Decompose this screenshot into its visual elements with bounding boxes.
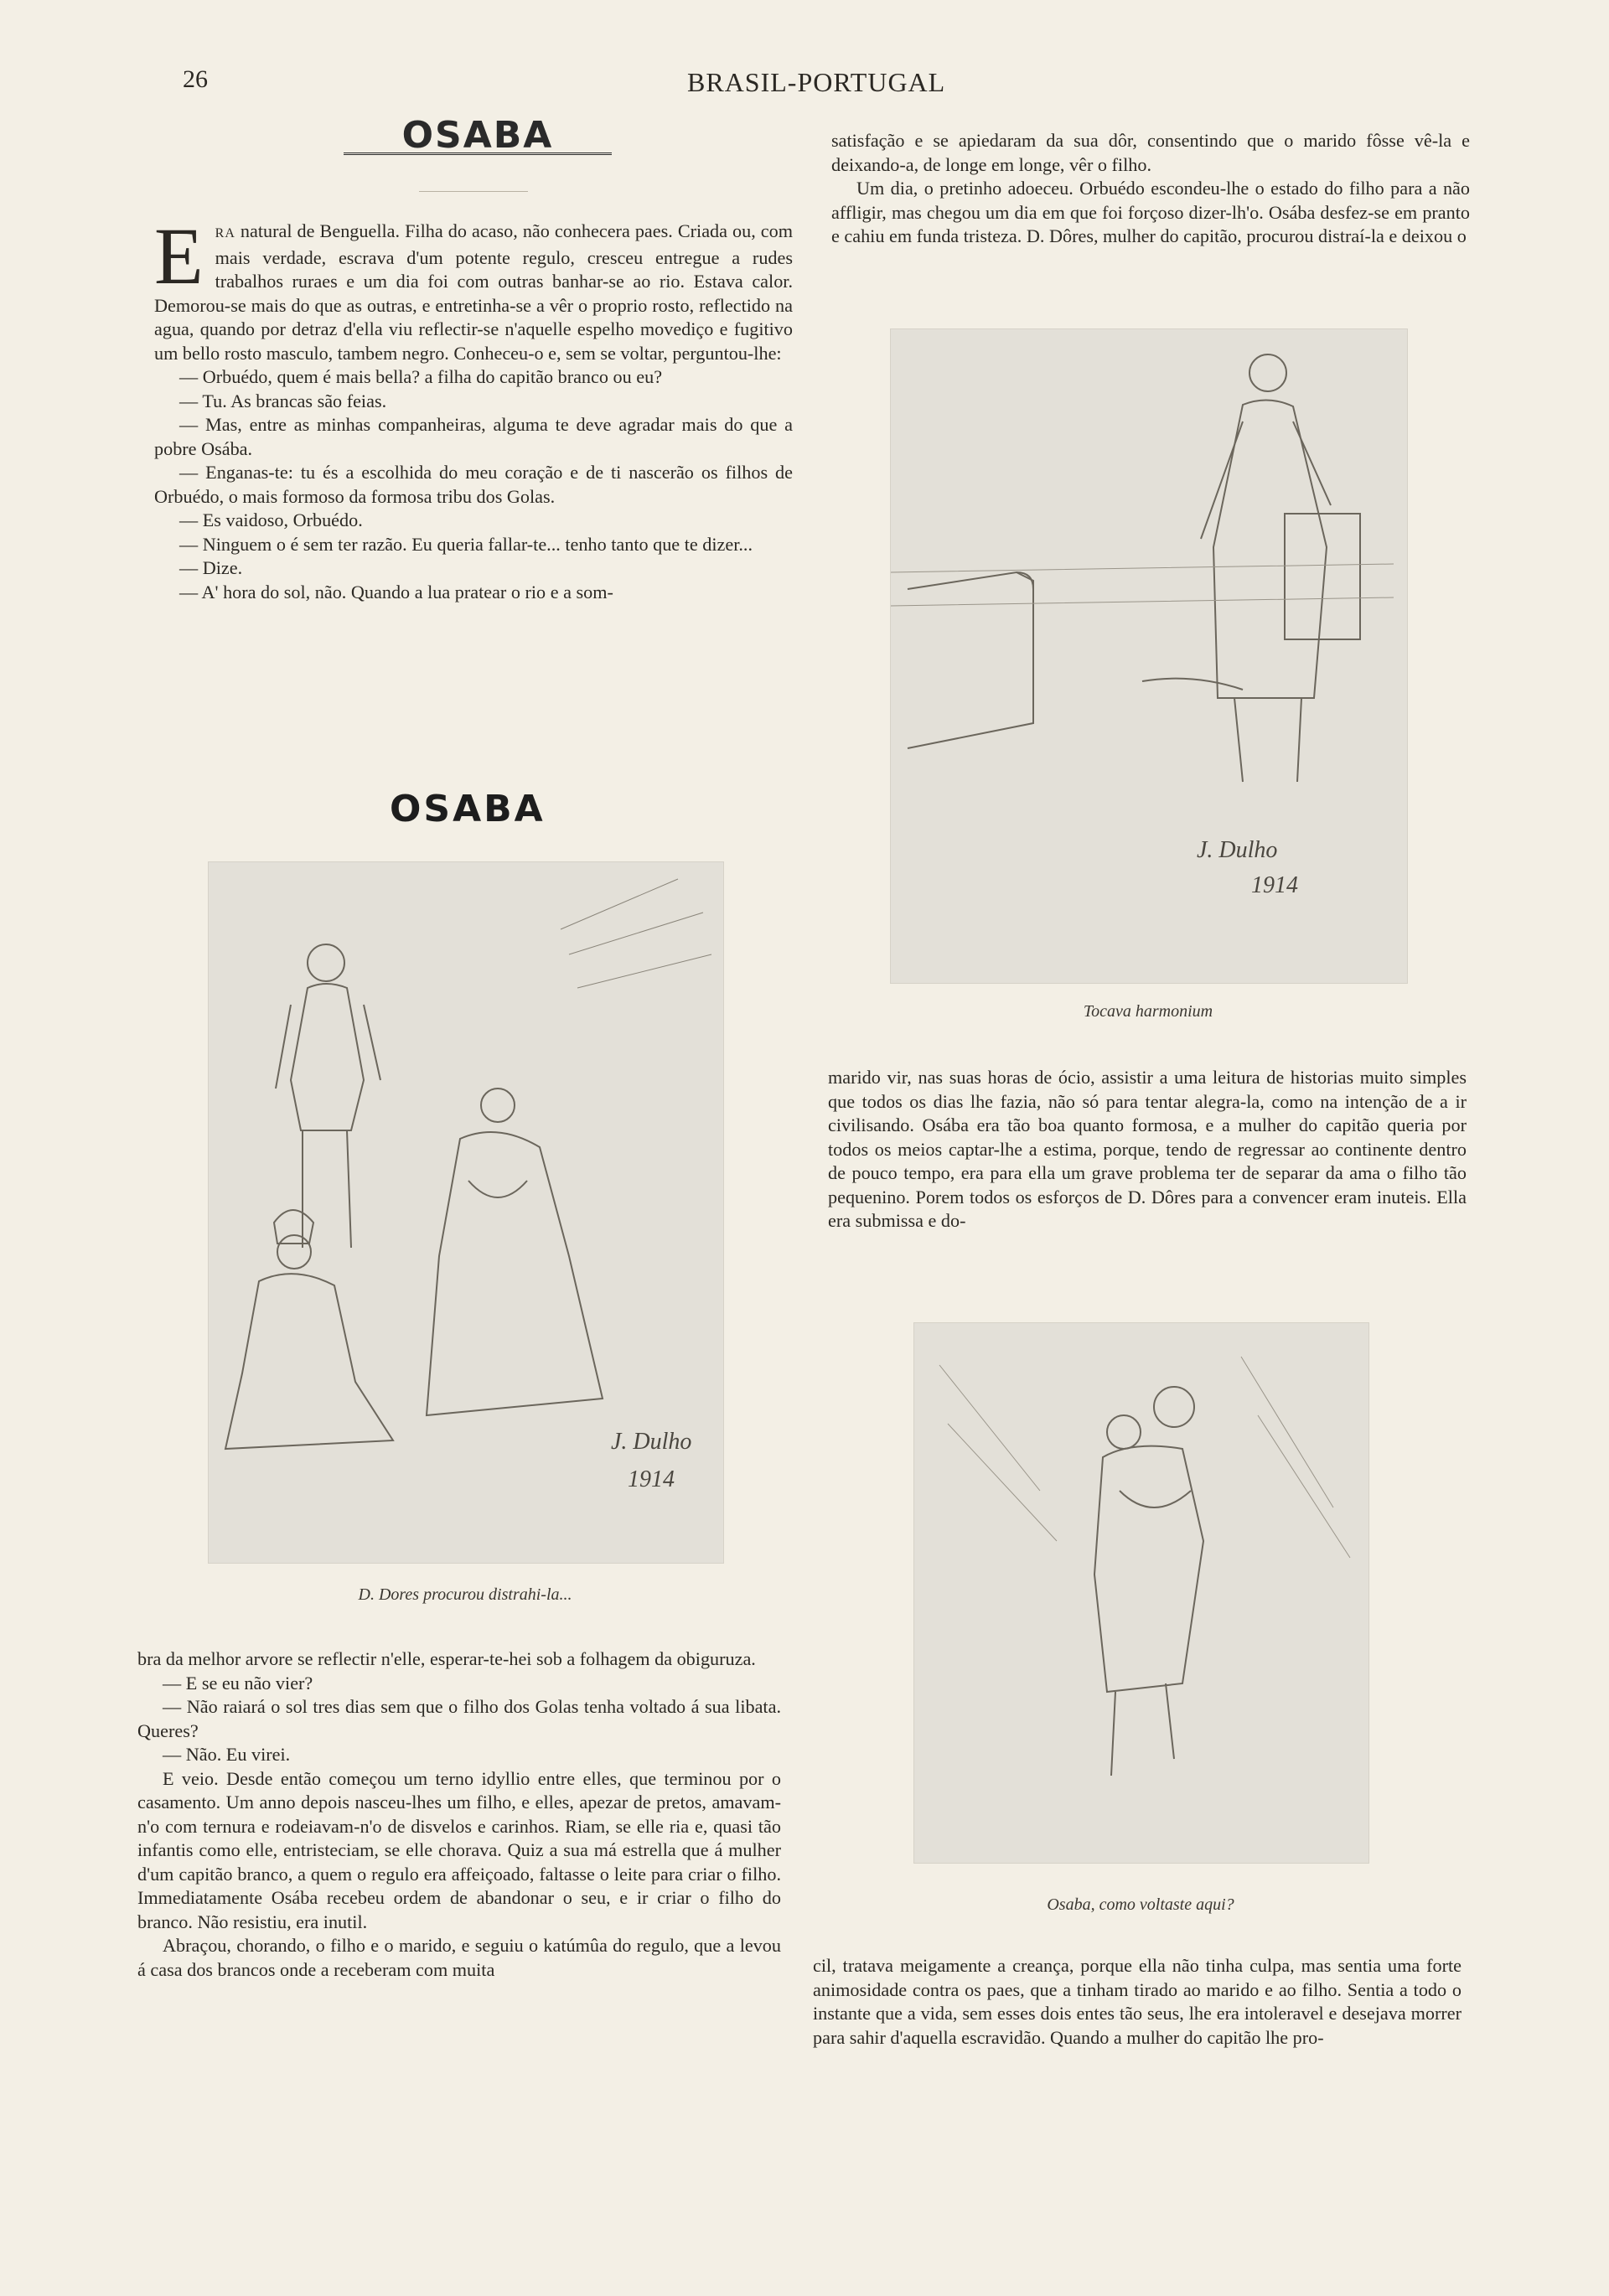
paragraph: E veio. Desde então começou um terno idyllio entre elles, que terminou por o casamento. Um anno depois nasceu-lhes um filho, e elles, apezar de pretos, amavam-n'o com ternura e rodeiavam-n'o de disvelos e carinhos. Riam, se elle ria e, quasi tão infantis como elle, entristeciam, se elle chorava. Quiz a sua má estrella que á mulher d'um capitão branco, a quem o regulo era affeiçoado, faltasse o leite para criar o filho. Immediatamente Osába recebeu ordem de abandonar o seu, e ir criar o filho do branco. Não resistiu, era inutil.	[137, 1767, 781, 1932]
dialogue-line: — Não. Eu virei.	[163, 1744, 291, 1765]
drop-cap: E	[154, 211, 204, 301]
dialogue-line: — E se eu não vier?	[163, 1672, 313, 1694]
right-column-bottom	[813, 1954, 1462, 2050]
figure-caption: Tocava harmonium	[1083, 1002, 1213, 1021]
illustration-three-figures	[208, 861, 724, 1564]
illustration-harmonium	[890, 328, 1408, 984]
sketch-drawing	[891, 329, 1407, 983]
paragraph: bra da melhor arvore se reflectir n'elle, esperar-te-hei sob a folhagem da obiguruza.	[137, 1648, 756, 1669]
dialogue-line: — Ninguem o é sem ter razão. Eu queria fallar-te... tenho tanto que te dizer...	[179, 533, 753, 555]
left-column-bottom	[137, 1647, 781, 1982]
dialogue-line: — Es vaidoso, Orbuédo.	[179, 509, 363, 530]
artist-year: 1914	[1251, 872, 1298, 898]
paragraph: cil, tratava meigamente a creança, porque ella não tinha culpa, mas sentia uma forte animosidade contra os paes, que a tinham tirado ao marido e ao filho. Sentia a todo o instante que a vida, sem esses dois entes tão seus, lhe era intoleravel e desejava morrer para sahir d'aquella escravidão. Quando a mulher do capitão lhe pro-	[813, 1955, 1462, 2048]
dialogue-line: — Dize.	[179, 557, 243, 578]
artist-signature: J. Dulho	[611, 1429, 692, 1455]
sketch-drawing	[914, 1323, 1368, 1863]
dialogue-line: — Enganas-te: tu és a escolhida do meu coração e de ti nascerão os filhos de Orbuédo, o mais formoso da formosa tribu dos Golas.	[154, 462, 793, 507]
figure-caption: Osaba, como voltaste aqui?	[1047, 1895, 1234, 1914]
paragraph: marido vir, nas suas horas de ócio, assistir a uma leitura de historias muito simples que todos os dias lhe fazia, não só para tentar alegra-la, como na intenção de a ir civilisando. Osába era tão boa quanto formosa, e a mulher do capitão queria por todos os meios captar-lhe a estima, porque, tendo de regressar ao continente dentro de pouco tempo, era para ella um grave problema ter de separar da ama o filho tão pequenino. Porem todos os esforços de D. Dôres para a convencer eram inuteis. Ella era submissa e do-	[828, 1067, 1467, 1231]
first-word-smallcaps: RA	[215, 226, 235, 240]
title-rule	[419, 191, 528, 192]
article-title: OSABA	[344, 119, 612, 155]
paragraph: Um dia, o pretinho adoeceu. Orbuédo escondeu-lhe o estado do filho para a não affligir, mas chegou um dia em que foi forçoso dizer-lh'o. Osába desfez-se em pranto e cahiu em funda tristeza. D. Dôres, mulher do capitão, procurou distraí-la e deixou o	[831, 178, 1470, 246]
artist-year: 1914	[628, 1466, 675, 1492]
paragraph: Abraçou, chorando, o filho e o marido, e seguiu o katúmûa do regulo, que a levou á casa dos brancos onde a receberam com muita	[137, 1935, 781, 1980]
first-paragraph	[154, 211, 794, 365]
dialogue-line: — Mas, entre as minhas companheiras, alguma te deve agradar mais do que a pobre Osába.	[154, 414, 793, 459]
dialogue-line: — Orbuédo, quem é mais bella? a filha do capitão branco ou eu?	[179, 366, 663, 387]
paragraph: satisfação e se apiedaram da sua dôr, consentindo que o marido fôsse vê-la e deixando-a, de longe em longe, vêr o filho.	[831, 130, 1470, 175]
right-column-top	[831, 129, 1470, 249]
paragraph-text: natural de Benguella. Filha do acaso, não conhecera paes. Criada ou, com mais verdade, escrava d'um potente regulo, cresceu entregue a rudes trabalhos ruraes e um dia foi com outras banhar-se ao rio. Estava calor. Demorou-se mais do que as outras, e entretinha-se a vêr o proprio rosto, reflectido na agua, quando por detraz d'ella viu reflectir-se n'aquelle espelho movediço e fugitivo um bello rosto masculo, tambem negro. Conheceu-o e, sem se voltar, perguntou-lhe:	[154, 220, 794, 364]
page-number: 26	[183, 65, 208, 93]
figure-caption: D. Dores procurou distrahi-la...	[358, 1585, 572, 1604]
left-column-top	[154, 211, 794, 604]
illustration-heading: OSABA	[390, 788, 546, 830]
dialogue-line: — Não raiará o sol tres dias sem que o filho dos Golas tenha voltado á sua libata. Queres?	[137, 1696, 781, 1741]
artist-signature: J. Dulho	[1197, 837, 1278, 863]
illustration-embrace	[913, 1322, 1369, 1864]
dialogue-line: — A' hora do sol, não. Quando a lua pratear o rio e a som-	[179, 581, 613, 602]
sketch-drawing	[209, 862, 723, 1563]
dialogue-line: — Tu. As brancas são feias.	[179, 390, 387, 411]
right-column-middle	[828, 1066, 1467, 1233]
running-title: BRASIL-PORTUGAL	[687, 67, 946, 97]
